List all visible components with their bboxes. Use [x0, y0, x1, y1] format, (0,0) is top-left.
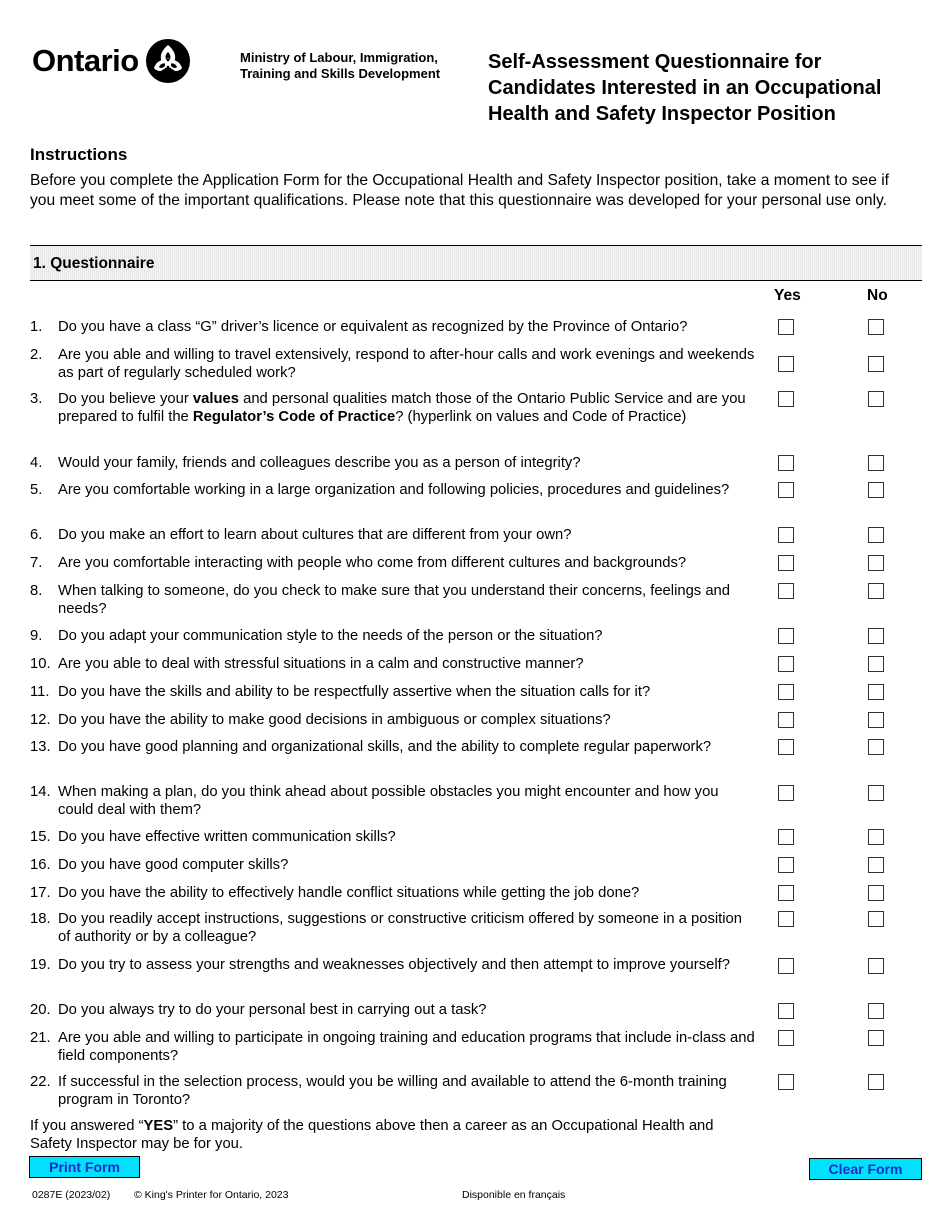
instructions-heading: Instructions: [30, 145, 128, 164]
french-availability: Disponible en français: [462, 1189, 566, 1201]
yes-checkbox[interactable]: [778, 911, 794, 927]
question-row: [30, 346, 930, 386]
question-row: [30, 390, 930, 430]
no-checkbox[interactable]: [868, 1003, 884, 1019]
ontario-logo: [32, 38, 191, 84]
no-checkbox[interactable]: [868, 356, 884, 372]
yes-emphasis: YES: [143, 1118, 174, 1134]
yes-checkbox[interactable]: [778, 527, 794, 543]
no-checkbox[interactable]: [868, 739, 884, 755]
question-text: Do you have good planning and organizational skills, and the ability to complete regular paperwork?: [58, 739, 712, 755]
yes-checkbox[interactable]: [778, 684, 794, 700]
question-text: Do you believe your values and personal qualities match those of the Ontario Public Service and are you prepared to fulfil the Regulator’s Code of Practice? (hyperlink on values and Code of Practice): [58, 391, 746, 425]
question-number: 12.: [30, 712, 51, 728]
no-checkbox[interactable]: [868, 885, 884, 901]
no-column-header: No: [867, 287, 888, 304]
question-text: Are you able and willing to participate in ongoing training and education programs that include in-class and field components?: [58, 1030, 755, 1064]
yes-checkbox[interactable]: [778, 785, 794, 801]
question-number: 2.: [30, 347, 43, 363]
question-number: 18.: [30, 911, 51, 927]
question-text: Are you able and willing to travel extensively, respond to after-hour calls and work evenings and weekends as part of regularly scheduled work?: [58, 347, 755, 381]
no-checkbox[interactable]: [868, 1030, 884, 1046]
yes-checkbox[interactable]: [778, 1003, 794, 1019]
no-checkbox[interactable]: [868, 319, 884, 335]
ministry-line-1: Ministry of Labour, Immigration,: [240, 50, 438, 65]
question-text: Do you have effective written communication skills?: [58, 829, 396, 845]
question-row: [30, 1073, 930, 1113]
yes-checkbox[interactable]: [778, 583, 794, 599]
yes-checkbox[interactable]: [778, 482, 794, 498]
question-text: Are you comfortable interacting with people who come from different cultures and backgrounds?: [58, 555, 687, 571]
no-checkbox[interactable]: [868, 684, 884, 700]
no-checkbox[interactable]: [868, 958, 884, 974]
question-text: Do you adapt your communication style to the needs of the person or the situation?: [58, 628, 603, 644]
no-checkbox[interactable]: [868, 482, 884, 498]
question-text: Are you comfortable working in a large organization and following policies, procedures and guidelines?: [58, 482, 730, 498]
yes-checkbox[interactable]: [778, 555, 794, 571]
question-text: Do you have the skills and ability to be respectfully assertive when the situation calls for it?: [58, 684, 651, 700]
question-row: [30, 1029, 930, 1069]
no-checkbox[interactable]: [868, 712, 884, 728]
no-checkbox[interactable]: [868, 785, 884, 801]
question-row: [30, 582, 930, 622]
trillium-icon: [145, 38, 191, 84]
question-number: 16.: [30, 857, 51, 873]
yes-checkbox[interactable]: [778, 319, 794, 335]
question-text: Would your family, friends and colleagues describe you as a person of integrity?: [58, 455, 581, 471]
yes-checkbox[interactable]: [778, 739, 794, 755]
yes-checkbox[interactable]: [778, 958, 794, 974]
question-number: 20.: [30, 1002, 51, 1018]
document-title: Self-Assessment Questionnaire for Candidates Interested in an Occupational Health and Safety Inspector Position: [488, 51, 882, 125]
no-checkbox[interactable]: [868, 656, 884, 672]
question-number: 7.: [30, 555, 43, 571]
no-checkbox[interactable]: [868, 829, 884, 845]
no-checkbox[interactable]: [868, 1074, 884, 1090]
no-checkbox[interactable]: [868, 527, 884, 543]
instructions-body: Before you complete the Application Form for the Occupational Health and Safety Inspector position, take a moment to see if you meet some of the important qualifications. Please note that this questionnaire was developed for your personal use only.: [30, 172, 889, 209]
question-row: [30, 481, 930, 521]
question-text: Do you have a class “G” driver’s licence or equivalent as recognized by the Province of Ontario?: [58, 319, 688, 335]
form-code: 0287E (2023/02): [32, 1189, 111, 1201]
question-number: 14.: [30, 784, 51, 800]
ministry-line-2: Training and Skills Development: [240, 66, 441, 81]
form-header: [0, 0, 950, 140]
question-text: Do you try to assess your strengths and weaknesses objectively and then attempt to improve yourself?: [58, 957, 730, 973]
no-checkbox[interactable]: [868, 391, 884, 407]
question-text: When talking to someone, do you check to make sure that you understand their concerns, feelings and needs?: [58, 583, 731, 617]
question-text: Do you have the ability to make good decisions in ambiguous or complex situations?: [58, 712, 611, 728]
question-row: [30, 783, 930, 823]
question-text: Do you always try to do your personal best in carrying out a task?: [58, 1002, 487, 1018]
question-number: 9.: [30, 628, 43, 644]
yes-checkbox[interactable]: [778, 455, 794, 471]
question-number: 1.: [30, 319, 43, 335]
no-checkbox[interactable]: [868, 911, 884, 927]
no-checkbox[interactable]: [868, 583, 884, 599]
no-checkbox[interactable]: [868, 857, 884, 873]
question-number: 22.: [30, 1074, 51, 1090]
yes-checkbox[interactable]: [778, 1074, 794, 1090]
question-number: 10.: [30, 656, 51, 672]
question-text: When making a plan, do you think ahead about possible obstacles you might encounter and how you could deal with them?: [58, 784, 719, 818]
copyright: © King's Printer for Ontario, 2023: [134, 1189, 289, 1201]
print-form-button[interactable]: Print Form: [29, 1156, 140, 1178]
question-number: 17.: [30, 885, 51, 901]
question-row: [30, 956, 930, 996]
question-text: Do you have the ability to effectively handle conflict situations while getting the job done?: [58, 885, 640, 901]
question-text: Do you make an effort to learn about cultures that are different from your own?: [58, 527, 572, 543]
no-checkbox[interactable]: [868, 455, 884, 471]
question-text: Do you readily accept instructions, suggestions or constructive criticism offered by someone in a position of authority or by a colleague?: [58, 911, 743, 945]
no-checkbox[interactable]: [868, 555, 884, 571]
question-text: Do you have good computer skills?: [58, 857, 289, 873]
yes-column-header: Yes: [774, 287, 801, 304]
yes-checkbox[interactable]: [778, 356, 794, 372]
question-row: [30, 738, 930, 778]
no-checkbox[interactable]: [868, 628, 884, 644]
yes-checkbox[interactable]: [778, 656, 794, 672]
question-number: 19.: [30, 957, 51, 973]
section-title: 1. Questionnaire: [33, 255, 155, 272]
yes-checkbox[interactable]: [778, 712, 794, 728]
yes-checkbox[interactable]: [778, 829, 794, 845]
yes-checkbox[interactable]: [778, 391, 794, 407]
yes-checkbox[interactable]: [778, 628, 794, 644]
question-number: 5.: [30, 482, 43, 498]
question-number: 13.: [30, 739, 51, 755]
conclusion-text: If you answered “YES” to a majority of the questions above then a career as an Occupational Health and Safety Inspector may be for you.: [30, 1118, 714, 1152]
question-text: If successful in the selection process, would you be willing and available to attend the 6-month training program in Toronto?: [58, 1074, 727, 1108]
question-number: 21.: [30, 1030, 51, 1046]
question-number: 4.: [30, 455, 43, 471]
question-row: [30, 910, 930, 950]
question-text: Are you able to deal with stressful situations in a calm and constructive manner?: [58, 656, 584, 672]
question-number: 15.: [30, 829, 51, 845]
yes-checkbox[interactable]: [778, 885, 794, 901]
question-number: 11.: [30, 684, 50, 700]
clear-form-button[interactable]: Clear Form: [809, 1158, 922, 1180]
ministry-name: [240, 50, 470, 82]
logo-wordmark: Ontario: [32, 43, 139, 78]
question-number: 6.: [30, 527, 43, 543]
values-link[interactable]: values: [192, 391, 239, 407]
question-number: 3.: [30, 391, 43, 407]
code-of-practice-link[interactable]: Regulator’s Code of Practice: [192, 409, 396, 425]
yes-checkbox[interactable]: [778, 857, 794, 873]
question-number: 8.: [30, 583, 43, 599]
section-header-bar: [30, 245, 922, 281]
yes-checkbox[interactable]: [778, 1030, 794, 1046]
